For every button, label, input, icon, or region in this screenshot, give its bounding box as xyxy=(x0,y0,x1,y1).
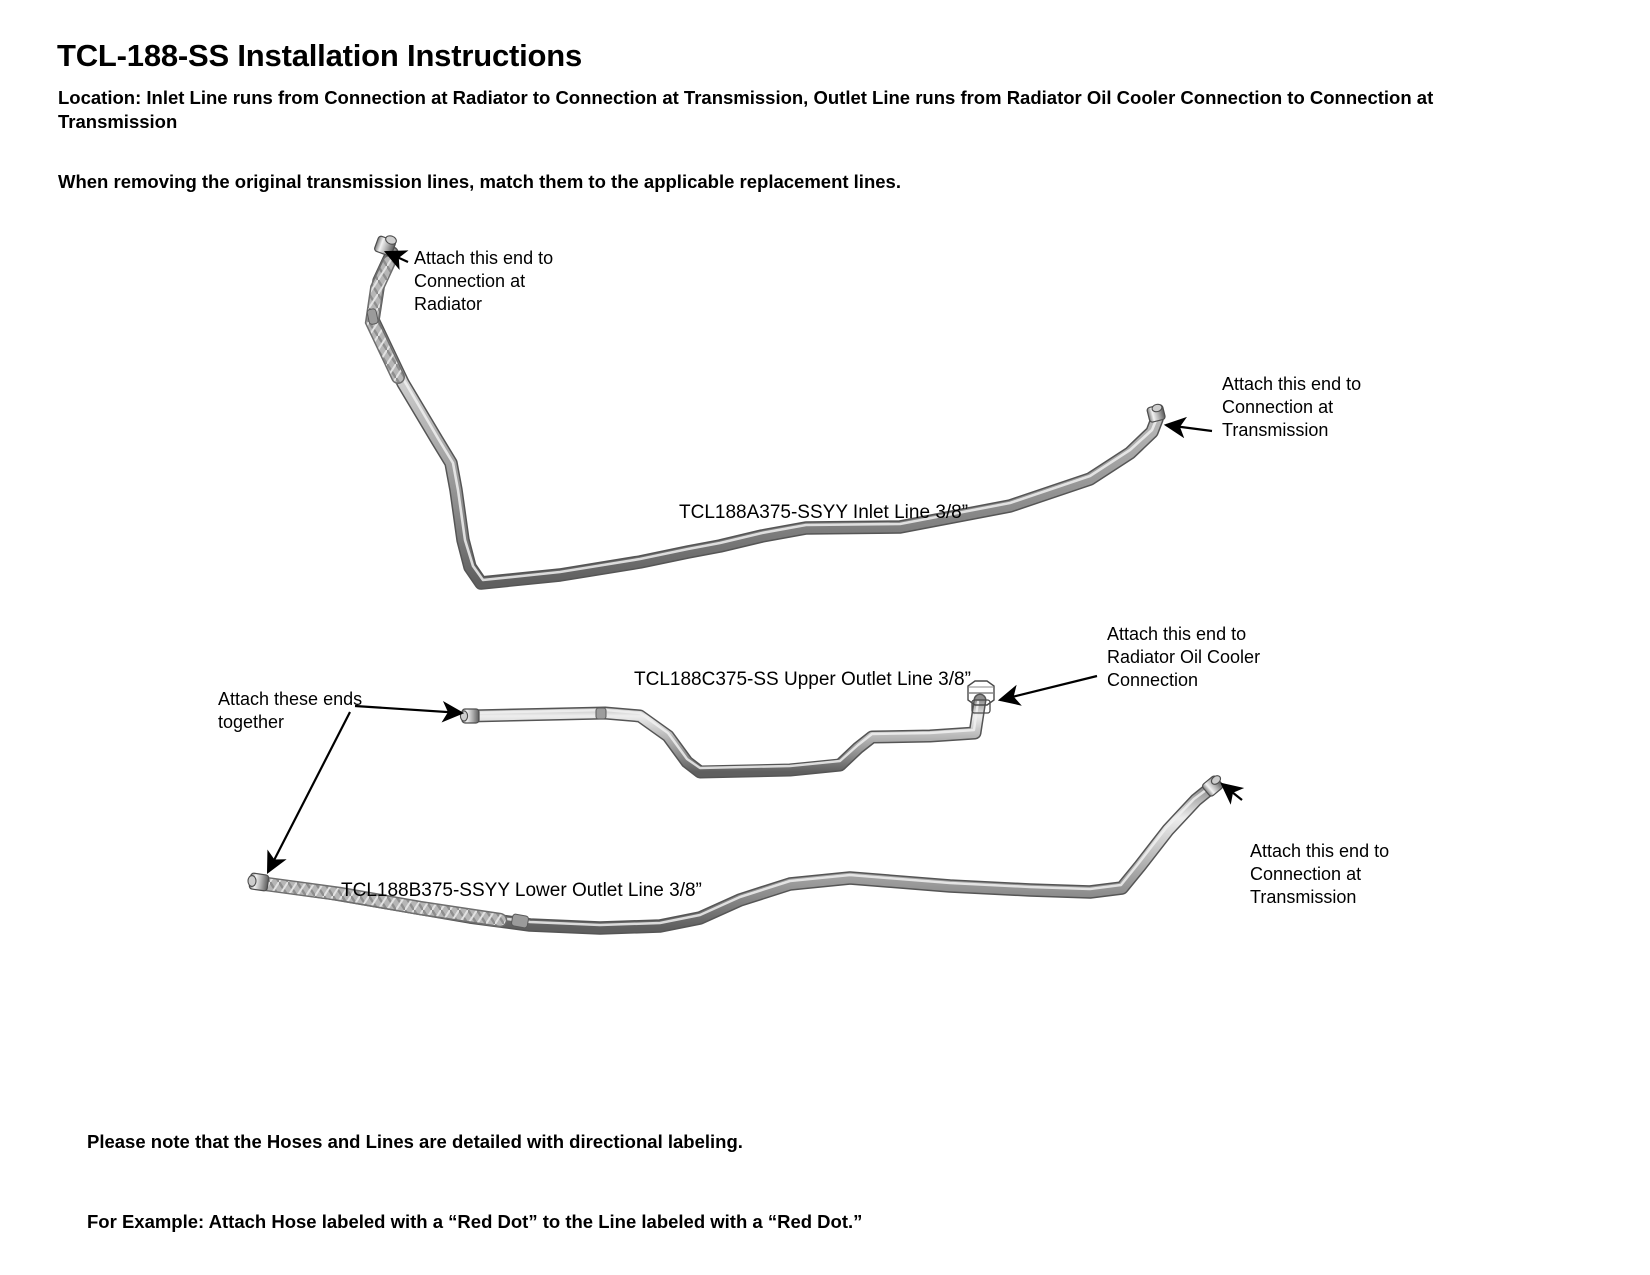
inlet-transmission-fitting xyxy=(1147,403,1166,422)
arrow-to-radiator-oil-cooler-end xyxy=(1000,676,1097,700)
matching-instruction: When removing the original transmission lines, match them to the applicable replacement lines. xyxy=(58,171,901,192)
footer-line-1: Please note that the Hoses and Lines are detailed with directional labeling. xyxy=(87,1130,743,1152)
footer-notes xyxy=(87,1075,862,1275)
label-upper-outlet-line: TCL188C375-SS Upper Outlet Line 3/8” xyxy=(634,669,971,690)
annotation-attach-ends-together: Attach these ends together xyxy=(218,689,363,733)
arrow-to-transmission-inlet-end xyxy=(1166,425,1212,431)
lower-outlet-left-fitting xyxy=(248,873,269,891)
footer-line-2: For Example: Attach Hose labeled with a “Red Dot” to the Line labeled with a “Red Dot.” xyxy=(87,1211,863,1233)
location-description: Location: Inlet Line runs from Connection at Radiator to Connection at Transmission, Outlet Line runs from Radiator Oil Cooler Connection to Connection at Transmission xyxy=(58,87,1434,132)
arrow-to-transmission-outlet-end xyxy=(1222,784,1242,800)
upper-outlet-left-fitting xyxy=(460,709,479,723)
label-inlet-line: TCL188A375-SSYY Inlet Line 3/8” xyxy=(679,502,969,523)
lower-outlet-line-graphic xyxy=(248,774,1224,928)
annotation-attach-transmission-inlet: Attach this end to Connection at Transmission xyxy=(1222,374,1362,441)
annotation-attach-transmission-outlet: Attach this end to Connection at Transmission xyxy=(1250,841,1390,908)
arrow-to-lower-outlet-end xyxy=(268,712,350,872)
page-title: TCL-188-SS Installation Instructions xyxy=(57,38,583,73)
annotation-attach-radiator-oil-cooler: Attach this end to Radiator Oil Cooler Connection xyxy=(1107,624,1261,691)
label-lower-outlet-line: TCL188B375-SSYY Lower Outlet Line 3/8” xyxy=(341,880,702,901)
annotation-attach-radiator: Attach this end to Connection at Radiator xyxy=(414,248,554,315)
upper-outlet-line-graphic xyxy=(460,681,994,772)
